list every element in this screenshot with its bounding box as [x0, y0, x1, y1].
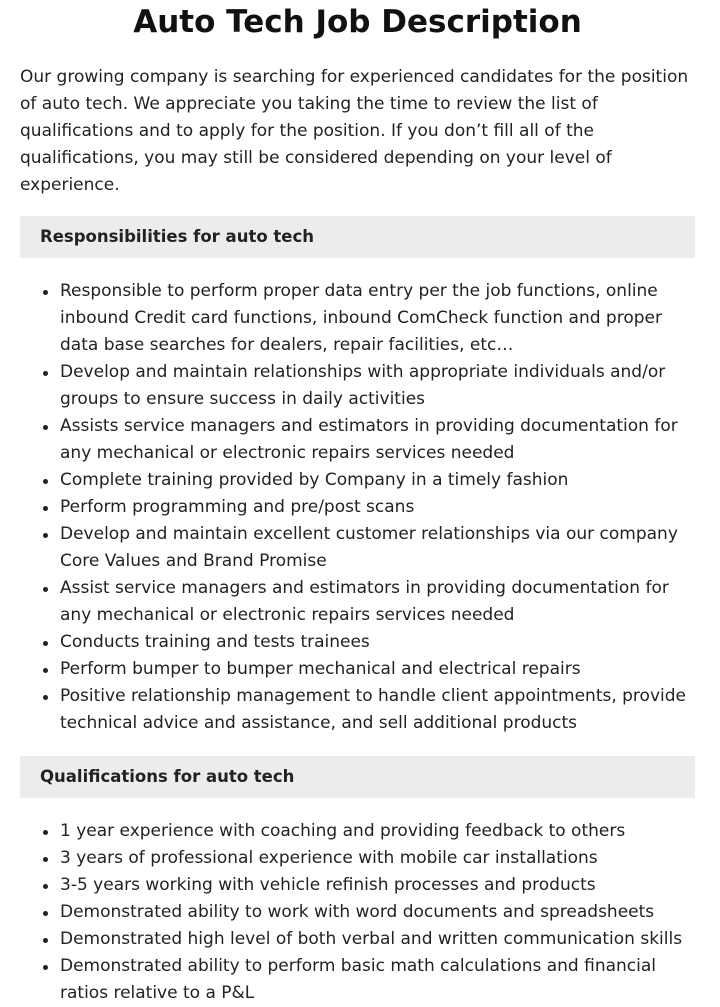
responsibility-item: Perform bumper to bumper mechanical and electrical repairs — [60, 656, 695, 683]
page-title: Auto Tech Job Description — [133, 4, 582, 40]
responsibility-item: Assist service managers and estimators in providing documentation for any mechanical or electronic repairs services needed — [60, 575, 695, 629]
responsibility-item: Positive relationship management to handle client appointments, provide technical advice and assistance, and sell additional products — [60, 683, 695, 737]
qualification-item: 3 years of professional experience with mobile car installations — [60, 845, 695, 872]
qualification-item: 3-5 years working with vehicle refinish processes and products — [60, 872, 695, 899]
responsibility-item: Develop and maintain relationships with appropriate individuals and/or groups to ensure success in daily activities — [60, 359, 695, 413]
qualification-item: 1 year experience with coaching and providing feedback to others — [60, 818, 695, 845]
responsibility-item: Perform programming and pre/post scans — [60, 494, 695, 521]
responsibility-item: Complete training provided by Company in a timely fashion — [60, 467, 695, 494]
intro-paragraph: Our growing company is searching for experienced candidates for the position of auto tech. We appreciate you taking the time to review the list of qualifications and to apply for the position. If you don’t fill all of the qualifications, you may still be considered depending on your level of experience. — [20, 67, 689, 195]
responsibilities-list — [20, 278, 695, 737]
qualification-item: Demonstrated high level of both verbal and written communication skills — [60, 926, 695, 953]
qualifications-heading: Qualifications for auto tech — [20, 756, 695, 798]
qualifications-list — [20, 818, 695, 1007]
responsibility-item: Responsible to perform proper data entry per the job functions, online inbound Credit card functions, inbound ComCheck function and proper data base searches for dealers, repair facilities, etc… — [60, 278, 695, 359]
responsibility-item: Conducts training and tests trainees — [60, 629, 695, 656]
responsibilities-heading: Responsibilities for auto tech — [20, 216, 695, 258]
responsibility-item: Assists service managers and estimators in providing documentation for any mechanical or electronic repairs services needed — [60, 413, 695, 467]
responsibility-item: Develop and maintain excellent customer relationships via our company Core Values and Brand Promise — [60, 521, 695, 575]
qualification-item: Demonstrated ability to perform basic math calculations and financial ratios relative to a P&L — [60, 953, 695, 1007]
qualification-item: Demonstrated ability to work with word documents and spreadsheets — [60, 899, 695, 926]
